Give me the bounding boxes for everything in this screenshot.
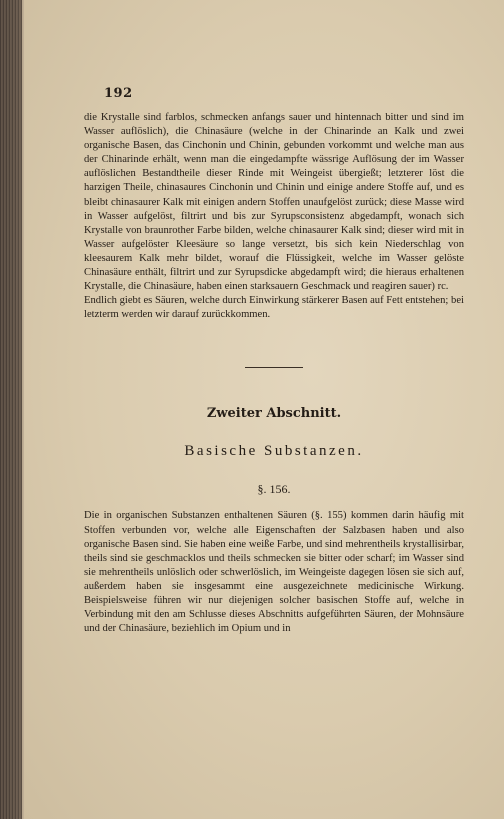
- page-number: 192: [104, 86, 133, 101]
- paragraph-3: Die in organischen Substanzen enthaltenen Säuren (§. 155) kommen darin häufig mit Stoffen verbunden vor, welche alle Eigenschaften der Salzbasen haben und also organische Basen sind. Sie haben eine weiße Farbe, und sind mehrentheils krystallisirbar, theils sind sie geschmacklos und theils schmecken sie bitter oder scharf; im Wasser sind sie mehrentheils unlöslich oder schwerlöslich, im Weingeiste dagegen lösen sie sich auf, außerdem haben sie insgesammt eine ausgezeichnete medicinische Wirkung. Beispielsweise führen wir nur diejenigen solcher basischen Stoffe auf, welche in Verbindung mit den am Schlusse dieses Abschnitts aufgeführten Säuren, der Mohnsäure und der Chinasäure, beziehlich im Opium und in: [84, 510, 464, 635]
- page-text-block: [84, 86, 464, 636]
- book-binding: [0, 0, 22, 819]
- paragraph-1: die Krystalle sind farblos, schmecken anfangs sauer und hintennach bitter und sind im Wasser auflöslich), die Chinasäure (welche in der Chinarinde an Kalk und zwei organische Basen, das Cinchonin und Chinin, gebunden vorkommt und welche man aus der Chinarinde erhält, wenn man die eingedampfte wässrige Auflösung der im Wasser auflöslichen Bestandtheile dieser Rinde mit Weingeist übergießt; letzterer löst die harzigen Theile, chinasaures Cinchonin und Chinin und einige andere Stoffe auf, und es bleibt chinasaurer Kalk mit einigen andern Stoffen unaufgelöst zurück; diese Masse wird in Wasser aufgelöst, filtrirt und bis zur Syrupsconsistenz abgedampft, wonach sich Krystalle von braunrother Farbe bilden, welche chinasaurer Kalk sind; dieser wird mit in Wasser aufgelöster Kleesäure so lange versetzt, bis sich kein Niederschlag von kleesaurem Kalk mehr bildet, worauf die Flüssigkeit, welche im Wasser gelöste Chinasäure enthält, filtrirt und zur Syrupsdicke abgedampft wird; die hieraus erhaltenen Krystalle, die Chinasäure, haben einen starksauern Geschmack und reagiren sauer) rc.: [84, 112, 464, 293]
- section-divider: [245, 367, 303, 368]
- section-heading: Zweiter Abschnitt.: [206, 406, 342, 422]
- paragraph-2: Endlich giebt es Säuren, welche durch Einwirkung stärkerer Basen auf Fett entstehen; bei letzterm werden wir darauf zurückkommen.: [84, 295, 464, 321]
- section-subtitle: Basische Substanzen.: [184, 443, 364, 460]
- paragraph-number: §. 156.: [257, 482, 291, 497]
